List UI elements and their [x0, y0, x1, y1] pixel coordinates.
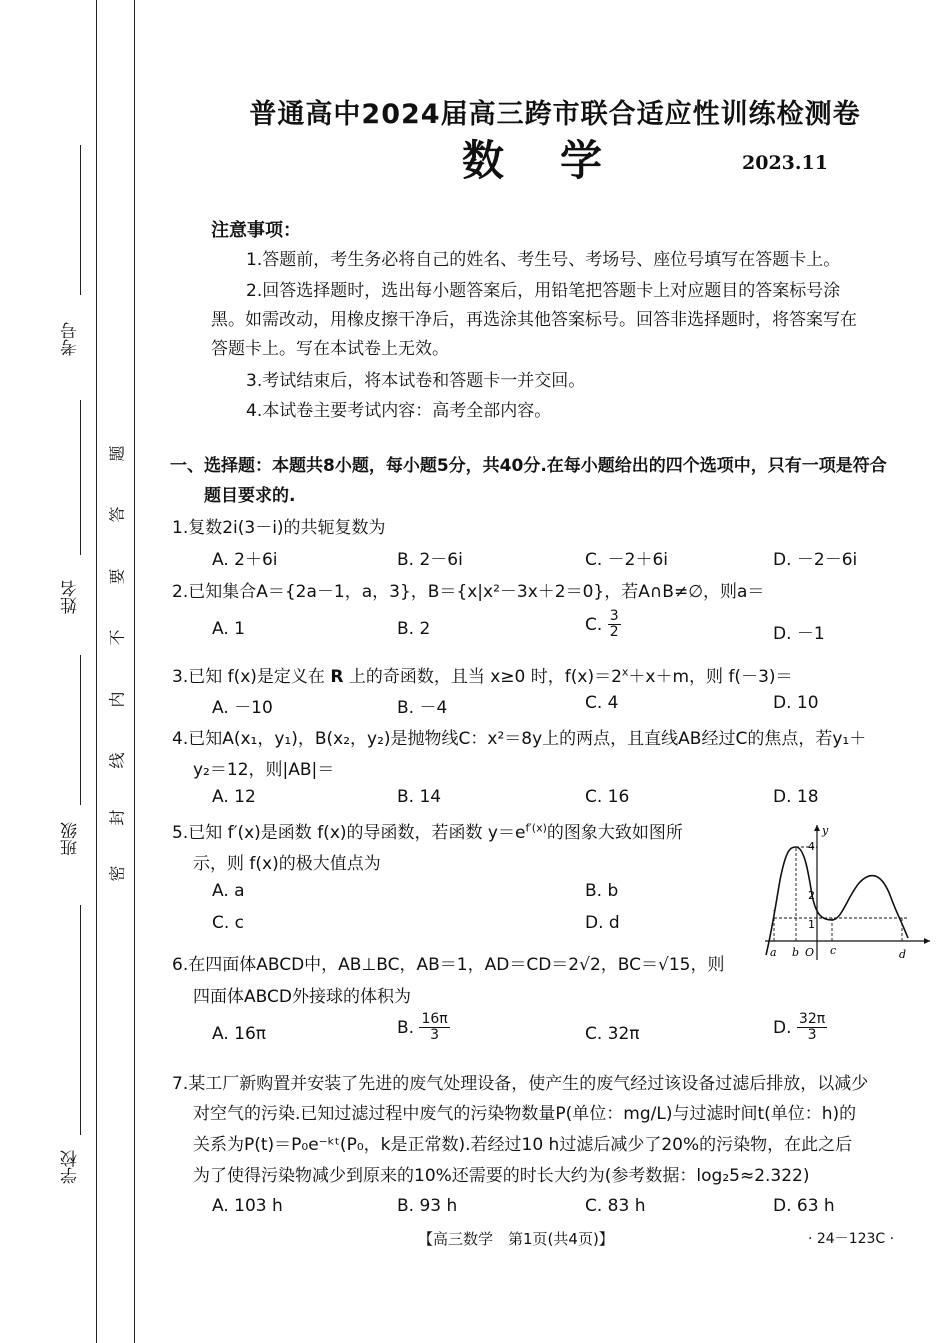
x-label-b: b — [792, 946, 800, 959]
x-axis-arrow — [924, 938, 930, 944]
name-blank[interactable] — [80, 655, 81, 805]
exam-no-blank[interactable] — [80, 145, 81, 295]
x-label-origin: O — [805, 946, 815, 959]
fraction-numerator: 32π — [798, 1011, 826, 1027]
exam-date: 2023.11 — [742, 152, 828, 174]
class-label: 班级 — [61, 822, 81, 856]
q5-option-a: A. a — [212, 881, 245, 901]
q1-option-b: B. 2－6i — [397, 550, 463, 570]
notice-line: 黑。如需改动，用橡皮擦干净后，再选涂其他答案标号。回答非选择题时，将答案写在 — [211, 310, 857, 330]
q4-option-c: C. 16 — [585, 787, 630, 807]
name-label: 姓名 — [61, 580, 81, 614]
page-footer: 【高三数学 第1页(共4页)】 — [418, 1230, 614, 1248]
seal-char-8: 密 — [107, 865, 127, 882]
seal-char-1: 题 — [107, 445, 127, 462]
q7-option-a: A. 103 h — [212, 1196, 283, 1216]
q4-option-a: A. 12 — [212, 787, 256, 807]
q5-function-graph — [760, 820, 935, 965]
question-4-stem: 4.已知A(x₁，y₁)，B(x₂，y₂)是抛物线C：x²＝8y上的两点，且直线AB经过C的焦点，若y₁＋ — [172, 729, 867, 749]
q3-stem-part: ＋x＋m，则 f(－3)＝ — [628, 667, 793, 687]
x-label-d: d — [899, 948, 907, 961]
question-7-stem-cont: 为了使得污染物减少到原来的10%还需要的时长大约为(参考数据：log₂5≈2.322) — [193, 1166, 810, 1186]
x-label-c: c — [830, 944, 837, 957]
q7-option-b: B. 93 h — [397, 1196, 458, 1216]
section-heading-cont: 题目要求的. — [204, 486, 296, 506]
q3-exponent: x — [621, 665, 629, 679]
q2-option-d: D. －1 — [773, 624, 825, 644]
q5-exponent: f′(x) — [525, 821, 547, 835]
notice-title: 注意事项： — [211, 220, 301, 241]
q3-option-b: B. －4 — [397, 698, 448, 718]
y-axis-label: y — [822, 824, 829, 837]
q2-option-c-letter: C. — [585, 614, 603, 635]
question-1-stem: 1.复数2i(3－i)的共轭复数为 — [172, 518, 386, 538]
q1-option-c: C. －2＋6i — [585, 550, 669, 570]
q4-option-b: B. 14 — [397, 787, 442, 807]
school-label: 学校 — [61, 1150, 81, 1184]
q6-option-b-fraction — [419, 1012, 449, 1044]
fraction-denominator: 3 — [807, 1027, 817, 1044]
q6-option-d-letter: D. — [773, 1017, 792, 1038]
question-5-stem — [172, 818, 683, 843]
exam-no-label: 考号 — [61, 322, 81, 356]
q2-option-a: A. 1 — [212, 619, 245, 639]
q3-option-d: D. 10 — [773, 693, 819, 713]
question-6-stem: 6.在四面体ABCD中，AB⊥BC，AB＝1，AD＝CD＝2√2，BC＝√15，则 — [172, 955, 725, 975]
q5-option-c: C. c — [212, 913, 245, 933]
q2-option-b: B. 2 — [397, 619, 431, 639]
fraction-numerator: 16π — [421, 1011, 448, 1027]
q7-option-c: C. 83 h — [585, 1196, 646, 1216]
q1-option-d: D. －2－6i — [773, 550, 858, 570]
q3-stem-part: 上的奇函数，且当 x≥0 时，f(x)＝2 — [348, 667, 622, 687]
exam-title: 普通高中2024届高三跨市联合适应性训练检测卷 — [249, 99, 861, 130]
q3-option-c: C. 4 — [585, 693, 619, 713]
q7-option-d: D. 63 h — [773, 1196, 835, 1216]
seal-char-7: 封 — [107, 809, 127, 826]
q5-stem-part: 5.已知 f′(x)是函数 f(x)的导函数，若函数 y＝e — [172, 823, 526, 843]
seal-char-4: 不 — [107, 629, 127, 646]
q3-real-set: R — [330, 667, 344, 687]
x-label-a: a — [770, 946, 777, 959]
curve — [766, 847, 908, 955]
q5-stem-part: 的图象大致如图所 — [546, 823, 683, 843]
q3-option-a: A. －10 — [212, 698, 273, 718]
q3-stem-part: 3.已知 f(x)是定义在 — [172, 667, 325, 687]
question-6-stem-cont: 四面体ABCD外接球的体积为 — [193, 987, 411, 1007]
question-2-stem: 2.已知集合A＝{2a－1，a，3}，B＝{x|x²－3x＋2＝0}，若A∩B≠∅，则a＝ — [172, 582, 765, 602]
exam-no-blank-lower[interactable] — [80, 400, 81, 555]
question-4-stem-cont: y₂＝12，则|AB|＝ — [193, 760, 335, 780]
margin-rule-outer — [96, 0, 97, 1343]
notice-line: 4.本试卷主要考试内容：高考全部内容。 — [246, 401, 552, 421]
question-3-stem — [172, 662, 793, 687]
notice-line: 2.回答选择题时，选出每小题答案后，用铅笔把答题卡上对应题目的答案标号涂 — [246, 281, 841, 301]
q6-option-b-letter: B. — [397, 1017, 415, 1038]
question-5-stem-cont: 示，则 f(x)的极大值点为 — [193, 854, 381, 874]
q6-option-d-fraction — [797, 1012, 827, 1044]
q6-option-b — [397, 1012, 450, 1044]
question-7-stem-cont: 关系为P(t)＝P₀e⁻ᵏᵗ(P₀，k是正常数).若经过10 h过滤后减少了20%的污染物，在此之后 — [193, 1135, 853, 1155]
q6-option-a: A. 16π — [212, 1024, 267, 1044]
question-7-stem-cont: 对空气的污染.已知过滤过程中废气的污染物数量P(单位：mg/L)与过滤时间t(单位：h)的 — [193, 1104, 857, 1124]
tick-label-2: 2 — [808, 889, 815, 902]
q2-option-c — [585, 609, 621, 641]
seal-char-3: 要 — [107, 568, 127, 585]
seal-char-6: 线 — [107, 752, 127, 769]
tick-label-4: 4 — [808, 840, 815, 853]
q5-option-b: B. b — [585, 881, 619, 901]
class-blank[interactable] — [80, 905, 81, 1135]
q2-option-c-fraction — [608, 609, 621, 641]
q1-option-a: A. 2＋6i — [212, 550, 278, 570]
fraction-denominator: 2 — [609, 624, 619, 641]
question-7-stem: 7.某工厂新购置并安装了先进的废气处理设备，使产生的废气经过该设备过滤后排放，以减少 — [172, 1074, 869, 1094]
fraction-denominator: 3 — [430, 1027, 440, 1044]
tick-label-1: 1 — [808, 918, 815, 931]
q6-option-d — [773, 1012, 827, 1044]
margin-rule-inner — [134, 0, 135, 1343]
fraction-numerator: 3 — [609, 608, 619, 624]
notice-line: 1.答题前，考生务必将自己的姓名、考生号、考场号、座位号填写在答题卡上。 — [246, 250, 841, 270]
y-axis-arrow — [814, 825, 820, 831]
section-heading: 一、选择题：本题共8小题，每小题5分，共40分.在每小题给出的四个选项中，只有一项是符合 — [170, 456, 887, 476]
paper-code: · 24－123C · — [808, 1231, 895, 1247]
q5-option-d: D. d — [585, 913, 620, 933]
q4-option-d: D. 18 — [773, 787, 819, 807]
notice-line: 答题卡上。写在本试卷上无效。 — [211, 339, 449, 359]
seal-char-2: 答 — [107, 506, 127, 523]
seal-char-5: 内 — [107, 691, 127, 708]
subject-title: 数学 — [462, 136, 659, 185]
q6-option-c: C. 32π — [585, 1024, 640, 1044]
notice-line: 3.考试结束后，将本试卷和答题卡一并交回。 — [246, 371, 586, 391]
